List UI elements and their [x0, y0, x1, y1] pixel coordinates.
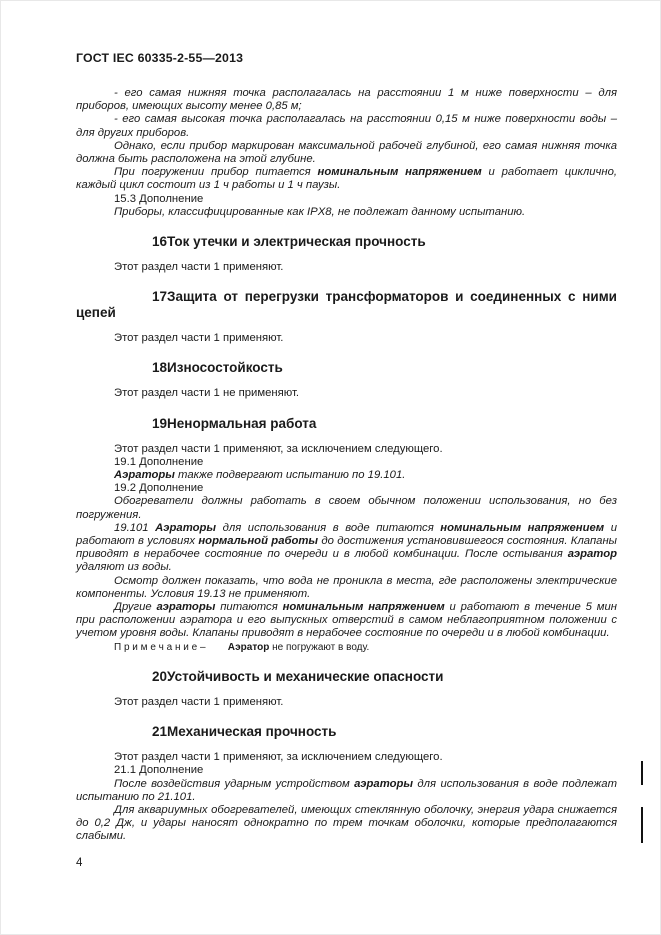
- text-run: - его самая нижняя точка располагалась на расстоянии 1 м ниже поверхности – для приборов, имеющих высоту менее 0,85 м;: [76, 87, 617, 113]
- text-run: не погружают в воду.: [269, 641, 370, 653]
- section-number: 19: [152, 415, 168, 431]
- text-run: Другие: [114, 601, 157, 614]
- text-run: и работают в условиях: [76, 521, 618, 548]
- document-header: ГОСТ IEC 60335-2-55—2013: [76, 51, 244, 65]
- text-run: П р и м е ч а н и е –: [114, 641, 228, 653]
- paragraph: [76, 332, 617, 345]
- text-run: Аэраторы: [114, 469, 175, 482]
- paragraph: [76, 443, 617, 456]
- paragraph: [76, 601, 617, 641]
- paragraph: [76, 804, 617, 844]
- text-run: номинальным напряжением: [317, 166, 482, 179]
- paragraph: [76, 140, 617, 166]
- document-body: [76, 87, 617, 844]
- text-run: Аэраторы: [155, 521, 217, 534]
- text-run: 19.101: [114, 521, 156, 534]
- text-run: Осмотр должен показать, что вода не проникла в места, где расположены электрические компоненты. Условия 19.13 не применяют.: [76, 574, 617, 600]
- text-run: Приборы, классифицированные как IPX8, не подлежат данному испытанию.: [114, 205, 526, 218]
- text-run: При погружении прибор питается: [114, 166, 318, 179]
- text-run: После воздействия ударным устройством: [114, 777, 355, 790]
- text-run: номинальным напряжением: [440, 521, 605, 534]
- paragraph: [76, 206, 617, 219]
- section-title: Устойчивость и механические опасности: [167, 668, 444, 684]
- section-title: Ток утечки и электрическая прочность: [167, 234, 426, 250]
- section-number: 16: [152, 234, 168, 250]
- change-bar: [641, 807, 643, 843]
- text-run: аэраторы: [354, 777, 414, 790]
- section-number: 17: [152, 289, 168, 305]
- paragraph: [76, 495, 617, 521]
- paragraph: [76, 751, 617, 764]
- text-run: Этот раздел части 1 применяют.: [114, 261, 284, 274]
- text-run: Этот раздел части 1 применяют.: [114, 332, 284, 345]
- section-number: 18: [152, 360, 168, 376]
- text-run: аэраторы: [156, 601, 216, 614]
- text-run: Этот раздел части 1 применяют, за исключением следующего.: [114, 751, 443, 764]
- text-run: Аэратор: [227, 641, 270, 653]
- text-run: для использования в воде питаются: [216, 521, 441, 534]
- section-title: Защита от перегрузки трансформаторов и соединенных с ними цепей: [76, 289, 617, 321]
- page-number: 4: [76, 857, 83, 869]
- text-run: нормальной работы: [198, 535, 319, 548]
- section-heading: [76, 416, 617, 432]
- change-bar: [641, 761, 643, 785]
- section-number: 21: [152, 724, 168, 740]
- section-heading: [76, 289, 617, 321]
- paragraph: [76, 575, 617, 601]
- section-heading: [76, 360, 617, 376]
- text-run: - его самая высокая точка располагалась на расстоянии 0,15 м ниже поверхности воды – для других приборов.: [76, 113, 617, 139]
- section-title: Износостойкость: [167, 360, 283, 376]
- text-run: номинальным напряжением: [282, 601, 445, 614]
- text-run: Обогреватели должны работать в своем обычном положении использования, но без погружения.: [76, 495, 617, 521]
- text-run: питаются: [215, 601, 283, 614]
- paragraph: [76, 87, 617, 113]
- text-run: для использования в воде подлежат испытанию по 21.101.: [76, 777, 617, 803]
- paragraph: [76, 456, 617, 469]
- text-run: до достижения установившегося состояния. Клапаны приводят в нерабочее состояние по очереди и в любой комбинации. После остывания: [76, 535, 617, 561]
- text-run: аэратор: [567, 548, 617, 561]
- section-title: Механическая прочность: [167, 724, 337, 740]
- paragraph: [76, 113, 617, 139]
- section-heading: [76, 724, 617, 740]
- text-run: и работают в течение 5 мин при расположении аэратора и его выпускных отверстий в самом неблагоприятном положении с учетом уровня воды. Клапаны приводят в нерабочее состояние по очереди и в любой комбинации.: [76, 601, 618, 640]
- section-heading: [76, 234, 617, 250]
- paragraph: [76, 261, 617, 274]
- paragraph: [76, 387, 617, 400]
- paragraph: [76, 193, 617, 206]
- text-run: Этот раздел части 1 не применяют.: [114, 387, 300, 400]
- paragraph: [76, 696, 617, 709]
- paragraph: [76, 764, 617, 777]
- note-line: [76, 641, 617, 654]
- text-run: также подвергают испытанию по 19.101.: [174, 469, 406, 482]
- text-run: Для аквариумных обогревателей, имеющих стеклянную оболочку, энергия удара снижается до 0,2 Дж, и удары наносят однократно по трем точкам оболочки, которые предполагаются слабыми.: [76, 803, 617, 843]
- paragraph: [76, 469, 617, 482]
- text-run: Этот раздел части 1 применяют, за исключением следующего.: [114, 442, 443, 455]
- text-run: 19.2 Дополнение: [114, 482, 204, 495]
- section-heading: [76, 669, 617, 685]
- paragraph: [76, 778, 617, 804]
- paragraph: [76, 482, 617, 495]
- text-run: Этот раздел части 1 применяют.: [114, 695, 284, 708]
- text-run: 15.3 Дополнение: [114, 192, 204, 205]
- section-number: 20: [152, 668, 168, 684]
- paragraph: [76, 522, 617, 575]
- text-run: 21.1 Дополнение: [114, 764, 204, 777]
- paragraph: [76, 166, 617, 192]
- text-run: и работает циклично, каждый цикл состоит из 1 ч работы и 1 ч паузы.: [76, 166, 617, 192]
- text-run: Однако, если прибор маркирован максимальной рабочей глубиной, его самая нижняя точка должна быть расположена на этой глубине.: [76, 139, 617, 166]
- text-run: 19.1 Дополнение: [114, 455, 204, 468]
- section-title: Ненормальная работа: [167, 415, 317, 431]
- text-run: удаляют из воды.: [76, 561, 172, 574]
